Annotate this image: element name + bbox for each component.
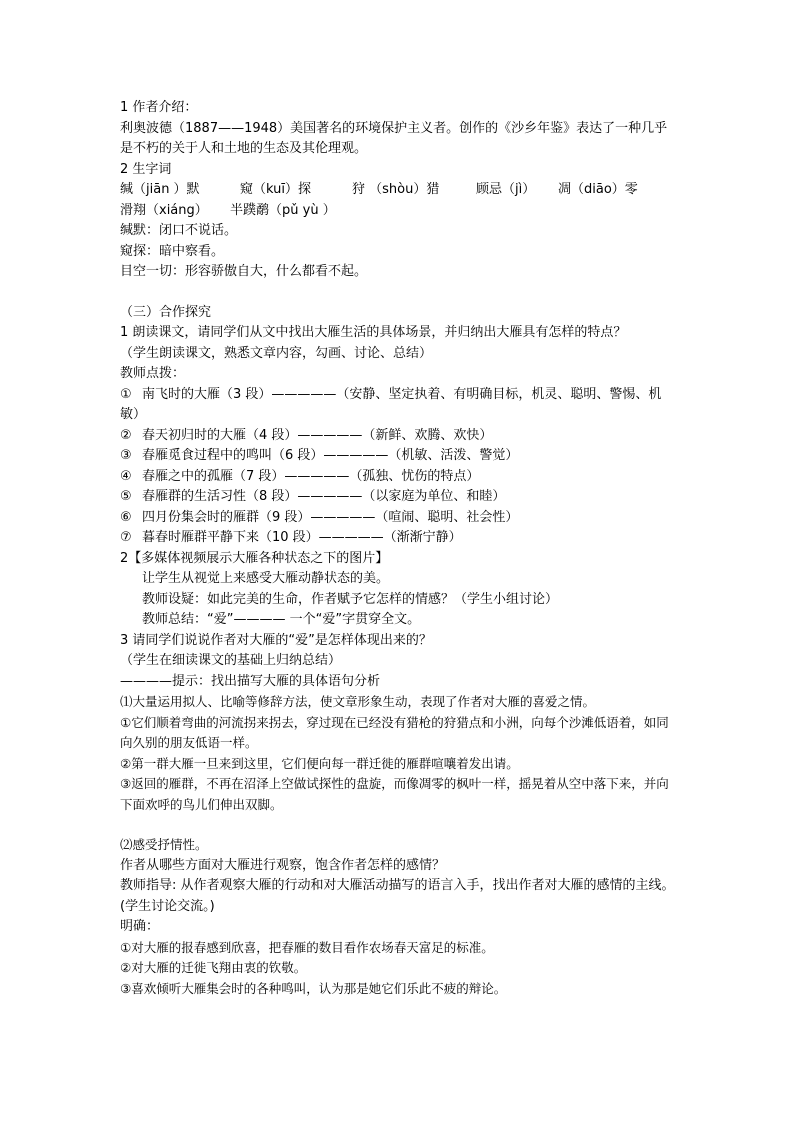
subsection-2-heading: ⑵感受抒情性。 bbox=[120, 837, 208, 852]
question-3: 3 请同学们说说作者对大雁的“爱”是怎样体现出来的？ bbox=[120, 632, 432, 648]
list-item: ⑥ 四月份集会时的雁群（9 段）—————（喧闹、聪明、社会性） bbox=[120, 509, 519, 525]
vocab-item: 滑翔（xiáng） bbox=[120, 202, 208, 218]
vocab-item: 顾忌（jì） bbox=[476, 182, 536, 197]
question-3-hint: ————提示：找出描写大雁的具体语句分析 bbox=[120, 673, 381, 689]
vocab-row-1 bbox=[120, 180, 680, 201]
vocab-item: 凋（diāo）零 bbox=[558, 182, 638, 197]
question-1-note: （学生朗读课文，熟悉文章内容，勾画、讨论、总结） bbox=[120, 345, 433, 361]
question-2: 2【多媒体视频展示大雁各种状态之下的图片】 bbox=[120, 550, 389, 566]
list-item: ①它们顺着弯曲的河流拐来拐去，穿过现在已经没有猎枪的狩猎点和小洲，向每个沙滩低语着，如同向久别的朋友低语一样。 bbox=[120, 714, 669, 750]
clear-label: 明确： bbox=[120, 919, 160, 934]
question-2-line: 教师总结：“爱”———— 一个“爱”字贯穿全文。 bbox=[142, 612, 421, 627]
vocab-def: 窥探：暗中察看。 bbox=[120, 243, 225, 259]
list-item: ③返回的雁群，不再在沼泽上空做试探性的盘旋，而像凋零的枫叶一样，摇晃着从空中落下来，并向下面欢呼的鸟儿们伸出双脚。 bbox=[120, 776, 669, 812]
question-1: 1 朗读课文，请同学们从文中找出大雁生活的具体场景，并归纳出大雁具有怎样的特点？ bbox=[120, 325, 627, 340]
list-item: ② 春天初归时的大雁（4 段）—————（新鲜、欢腾、欢快） bbox=[120, 427, 493, 443]
list-item: ③ 春雁觅食过程中的鸣叫（6 段）—————（机敏、活泼、警觉） bbox=[120, 448, 519, 463]
vocab-item: 缄（jiān ）默 bbox=[120, 182, 200, 197]
list-item: ③喜欢倾听大雁集会时的各种鸣叫，认为那是她它们乐此不疲的辩论。 bbox=[120, 980, 507, 996]
vocab-row-2 bbox=[120, 201, 680, 222]
list-item: ⑦ 暮春时雁群平静下来（10 段）—————（渐渐宁静） bbox=[120, 530, 462, 545]
list-item: ②对大雁的迁徙飞翔由衷的钦敬。 bbox=[120, 960, 307, 975]
vocab-item: 窥（kuī）探 bbox=[240, 182, 311, 197]
subsection-2-question: 作者从哪些方面对大雁进行观察，饱含作者怎样的感情？ bbox=[120, 857, 446, 873]
vocab-def: 缄默：闭口不说话。 bbox=[120, 223, 238, 238]
vocab-item: 狩 （shòu）猎 bbox=[352, 182, 440, 197]
list-item: ②第一群大雁一旦来到这里，它们便向每一群迁徙的雁群喧嚷着发出请。 bbox=[120, 755, 519, 771]
vocab-heading: 2 生字词 bbox=[120, 161, 172, 177]
list-item: ①对大雁的报春感到欣喜，把春雁的数目看作农场春天富足的标准。 bbox=[120, 939, 494, 955]
question-3-note: （学生在细读课文的基础上归纳总结） bbox=[120, 653, 342, 668]
document-page bbox=[120, 98, 680, 999]
question-2-line: 让学生从视觉上来感受大雁动静状态的美。 bbox=[142, 571, 390, 586]
subsection-2-guide: 教师指导: 从作者观察大雁的行动和对大雁活动描写的语言入手，找出作者对大雁的感情的主线。(学生讨论交流。) bbox=[120, 878, 675, 914]
list-item: ④ 春雁之中的孤雁（7 段）—————（孤独、忧伤的特点） bbox=[120, 468, 480, 484]
list-item: ① 南飞时的大雁（3 段）—————（安静、坚定执着、有明确目标，机灵、聪明、警惕、机敏） bbox=[120, 386, 662, 422]
question-2-line: 教师设疑：如此完美的生命，作者赋予它怎样的情感？（学生小组讨论） bbox=[142, 591, 559, 607]
list-item: ⑤ 春雁群的生活习性（8 段）—————（以家庭为单位、和睦） bbox=[120, 489, 506, 504]
subsection-1-heading: ⑴大量运用拟人、比喻等修辞方法，使文章形象生动，表现了作者对大雁的喜爱之情。 bbox=[120, 694, 596, 709]
vocab-item: 半蹼鹬（pǔ yù ） bbox=[230, 202, 336, 218]
section-heading: （三）合作探究 bbox=[120, 304, 212, 320]
vocab-def: 目空一切：形容骄傲自大，什么都看不起。 bbox=[120, 264, 368, 279]
author-heading: 1 作者介绍： bbox=[120, 100, 198, 115]
teacher-label: 教师点拨： bbox=[120, 366, 186, 381]
points-list bbox=[120, 385, 680, 549]
author-body: 利奥波德（1887——1948）美国著名的环境保护主义者。创作的《沙乡年鉴》表达了一种几乎是不朽的关于人和土地的生态及其伦理观。 bbox=[120, 120, 668, 156]
